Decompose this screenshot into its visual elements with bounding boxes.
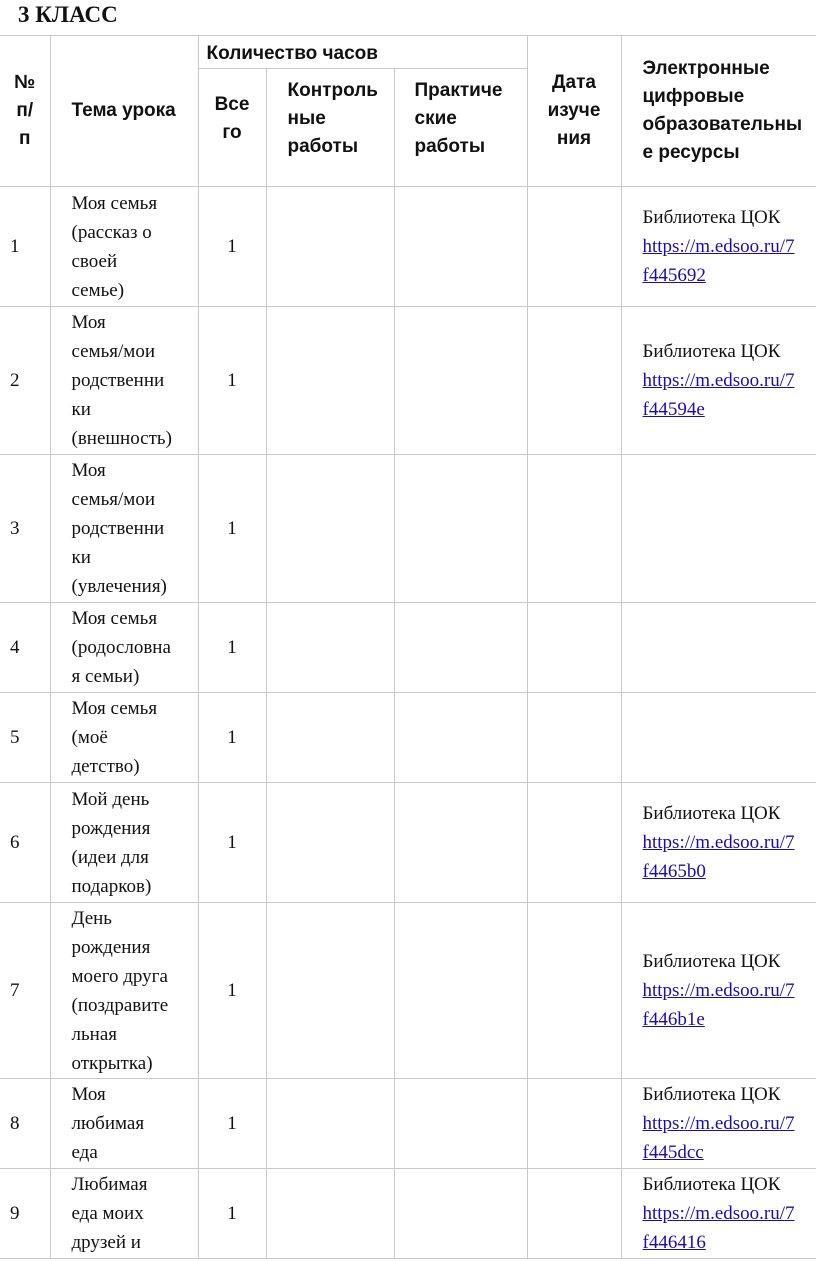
row-control-works: [266, 903, 394, 1079]
table-row: [0, 1169, 816, 1259]
row-topic: [50, 693, 198, 783]
row-practical-works: [394, 783, 527, 903]
header-num: № п/ п: [0, 36, 50, 187]
row-control-works: [266, 783, 394, 903]
topic-line: День: [71, 907, 112, 929]
topic-line: Моя семья: [71, 192, 158, 214]
topic-line: моего друга: [71, 965, 168, 987]
topic-line: открытка): [71, 1052, 153, 1074]
topic-line: (идеи для: [71, 846, 149, 868]
row-topic: [50, 455, 198, 603]
row-topic: [50, 1169, 198, 1259]
topic-line: родственни: [71, 518, 165, 539]
resource-link[interactable]: [643, 366, 815, 424]
row-resources: [621, 603, 816, 693]
topic-line: я семьи): [71, 666, 140, 687]
page-title: 3 КЛАСС: [18, 2, 118, 27]
topic-line: ки: [71, 547, 91, 568]
table-row: [0, 307, 816, 455]
resource-link-line[interactable]: f44594e: [642, 399, 705, 420]
topic-line: (рассказ о: [71, 221, 152, 243]
table-row: [0, 693, 816, 783]
table-row: [0, 455, 816, 603]
row-practical-works: [394, 187, 527, 307]
topic-line: Любимая: [71, 1174, 148, 1195]
topic-line: ки: [71, 399, 91, 420]
row-number: 5: [0, 693, 50, 783]
topic-line: (поздравите: [71, 994, 169, 1016]
row-topic: [50, 307, 198, 455]
header-resources: Электронные цифровые образовательны е ресурсы: [621, 36, 816, 187]
row-resources: [621, 1169, 816, 1259]
table-row: [0, 187, 816, 307]
table-row: [0, 783, 816, 903]
row-study-date: [527, 1079, 621, 1169]
library-label: Библиотека ЦОК: [642, 803, 781, 824]
row-control-works: [266, 603, 394, 693]
header-topic: Тема урока: [50, 36, 198, 187]
row-hours-total: 1: [198, 1169, 266, 1259]
topic-line: рождения: [71, 936, 151, 958]
row-control-works: [266, 1169, 394, 1259]
row-resources: [621, 693, 816, 783]
row-hours-total: 1: [198, 783, 266, 903]
resource-link[interactable]: [643, 1109, 815, 1167]
resource-link-line[interactable]: https://m.edsoo.ru/7: [642, 832, 795, 853]
row-practical-works: [394, 1079, 527, 1169]
row-resources: [621, 187, 816, 307]
table-body: [0, 187, 816, 1259]
row-study-date: [527, 307, 621, 455]
library-label: Библиотека ЦОК: [642, 1084, 781, 1105]
row-hours-total: 1: [198, 1079, 266, 1169]
topic-line: (моё: [71, 727, 108, 748]
row-topic: [50, 1079, 198, 1169]
row-practical-works: [394, 903, 527, 1079]
resource-link-line[interactable]: f445dcc: [642, 1142, 704, 1163]
library-label: Библиотека ЦОК: [642, 951, 781, 972]
row-number: 1: [0, 187, 50, 307]
row-control-works: [266, 693, 394, 783]
row-resources: [621, 783, 816, 903]
topic-line: Моя: [71, 460, 106, 481]
resource-link[interactable]: [643, 1199, 815, 1257]
row-hours-total: 1: [198, 307, 266, 455]
row-hours-total: 1: [198, 903, 266, 1079]
resource-link-line[interactable]: f445692: [642, 265, 706, 286]
library-label: Библиотека ЦОК: [642, 341, 781, 362]
lesson-plan-table: [0, 35, 816, 1259]
row-hours-total: 1: [198, 455, 266, 603]
library-label: Библиотека ЦОК: [642, 1174, 781, 1195]
table-header: [0, 36, 816, 187]
row-practical-works: [394, 693, 527, 783]
header-date: Дата изуче ния: [527, 36, 621, 187]
row-hours-total: 1: [198, 187, 266, 307]
table-row: [0, 1079, 816, 1169]
topic-line: (увлечения): [71, 576, 167, 597]
topic-line: семья/мои: [71, 489, 155, 510]
topic-line: льная: [71, 1023, 117, 1045]
resource-link-line[interactable]: f446416: [642, 1232, 706, 1253]
row-resources: [621, 307, 816, 455]
header-total: Все го: [198, 69, 266, 187]
topic-line: друзей и: [71, 1232, 141, 1253]
row-hours-total: 1: [198, 693, 266, 783]
topic-line: Моя: [71, 1084, 106, 1105]
topic-line: (внешность): [71, 428, 172, 449]
resource-link[interactable]: [643, 976, 815, 1034]
topic-line: подарков): [71, 875, 152, 897]
row-topic: [50, 603, 198, 693]
row-number: 7: [0, 903, 50, 1079]
topic-line: Моя: [71, 312, 106, 333]
row-number: 3: [0, 455, 50, 603]
row-resources: [621, 903, 816, 1079]
resource-link-line[interactable]: https://m.edsoo.ru/7: [642, 370, 795, 391]
resource-link[interactable]: [643, 828, 815, 886]
topic-line: любимая: [71, 1113, 145, 1134]
topic-line: (родословна: [71, 637, 171, 658]
header-control: Контроль ные работы: [266, 69, 394, 187]
row-resources: [621, 1079, 816, 1169]
row-practical-works: [394, 455, 527, 603]
resource-link-line[interactable]: https://m.edsoo.ru/7: [642, 980, 795, 1001]
topic-line: Мой день: [71, 788, 150, 810]
row-topic: [50, 903, 198, 1079]
row-number: 2: [0, 307, 50, 455]
row-study-date: [527, 603, 621, 693]
topic-line: семья/мои: [71, 341, 155, 362]
header-practical: Практиче ские работы: [394, 69, 527, 187]
resource-link-line[interactable]: https://m.edsoo.ru/7: [642, 236, 795, 257]
topic-line: своей: [71, 250, 118, 272]
row-study-date: [527, 455, 621, 603]
row-number: 6: [0, 783, 50, 903]
row-control-works: [266, 1079, 394, 1169]
resource-link-line[interactable]: https://m.edsoo.ru/7: [642, 1113, 795, 1134]
topic-line: родственни: [71, 370, 165, 391]
row-practical-works: [394, 603, 527, 693]
row-number: 9: [0, 1169, 50, 1259]
topic-line: еда моих: [71, 1203, 144, 1224]
topic-line: еда: [71, 1142, 98, 1163]
resource-link-line[interactable]: https://m.edsoo.ru/7: [642, 1203, 795, 1224]
topic-line: семье): [71, 279, 125, 301]
row-number: 8: [0, 1079, 50, 1169]
header-hours-group: Количество часов: [198, 36, 527, 69]
topic-line: детство): [71, 756, 140, 777]
row-study-date: [527, 903, 621, 1079]
row-control-works: [266, 455, 394, 603]
resource-link[interactable]: [643, 232, 815, 290]
row-resources: [621, 455, 816, 603]
row-control-works: [266, 307, 394, 455]
library-label: Библиотека ЦОК: [642, 207, 781, 228]
row-practical-works: [394, 307, 527, 455]
topic-line: Моя семья: [71, 608, 158, 629]
row-study-date: [527, 783, 621, 903]
table-row: [0, 903, 816, 1079]
resource-link-line[interactable]: f4465b0: [642, 861, 706, 882]
topic-line: Моя семья: [71, 698, 158, 719]
row-control-works: [266, 187, 394, 307]
row-topic: [50, 187, 198, 307]
resource-link-line[interactable]: f446b1e: [642, 1009, 705, 1030]
table-row: [0, 603, 816, 693]
row-study-date: [527, 693, 621, 783]
row-hours-total: 1: [198, 603, 266, 693]
row-study-date: [527, 187, 621, 307]
row-topic: [50, 783, 198, 903]
row-number: 4: [0, 603, 50, 693]
topic-line: рождения: [71, 817, 151, 839]
row-practical-works: [394, 1169, 527, 1259]
row-study-date: [527, 1169, 621, 1259]
